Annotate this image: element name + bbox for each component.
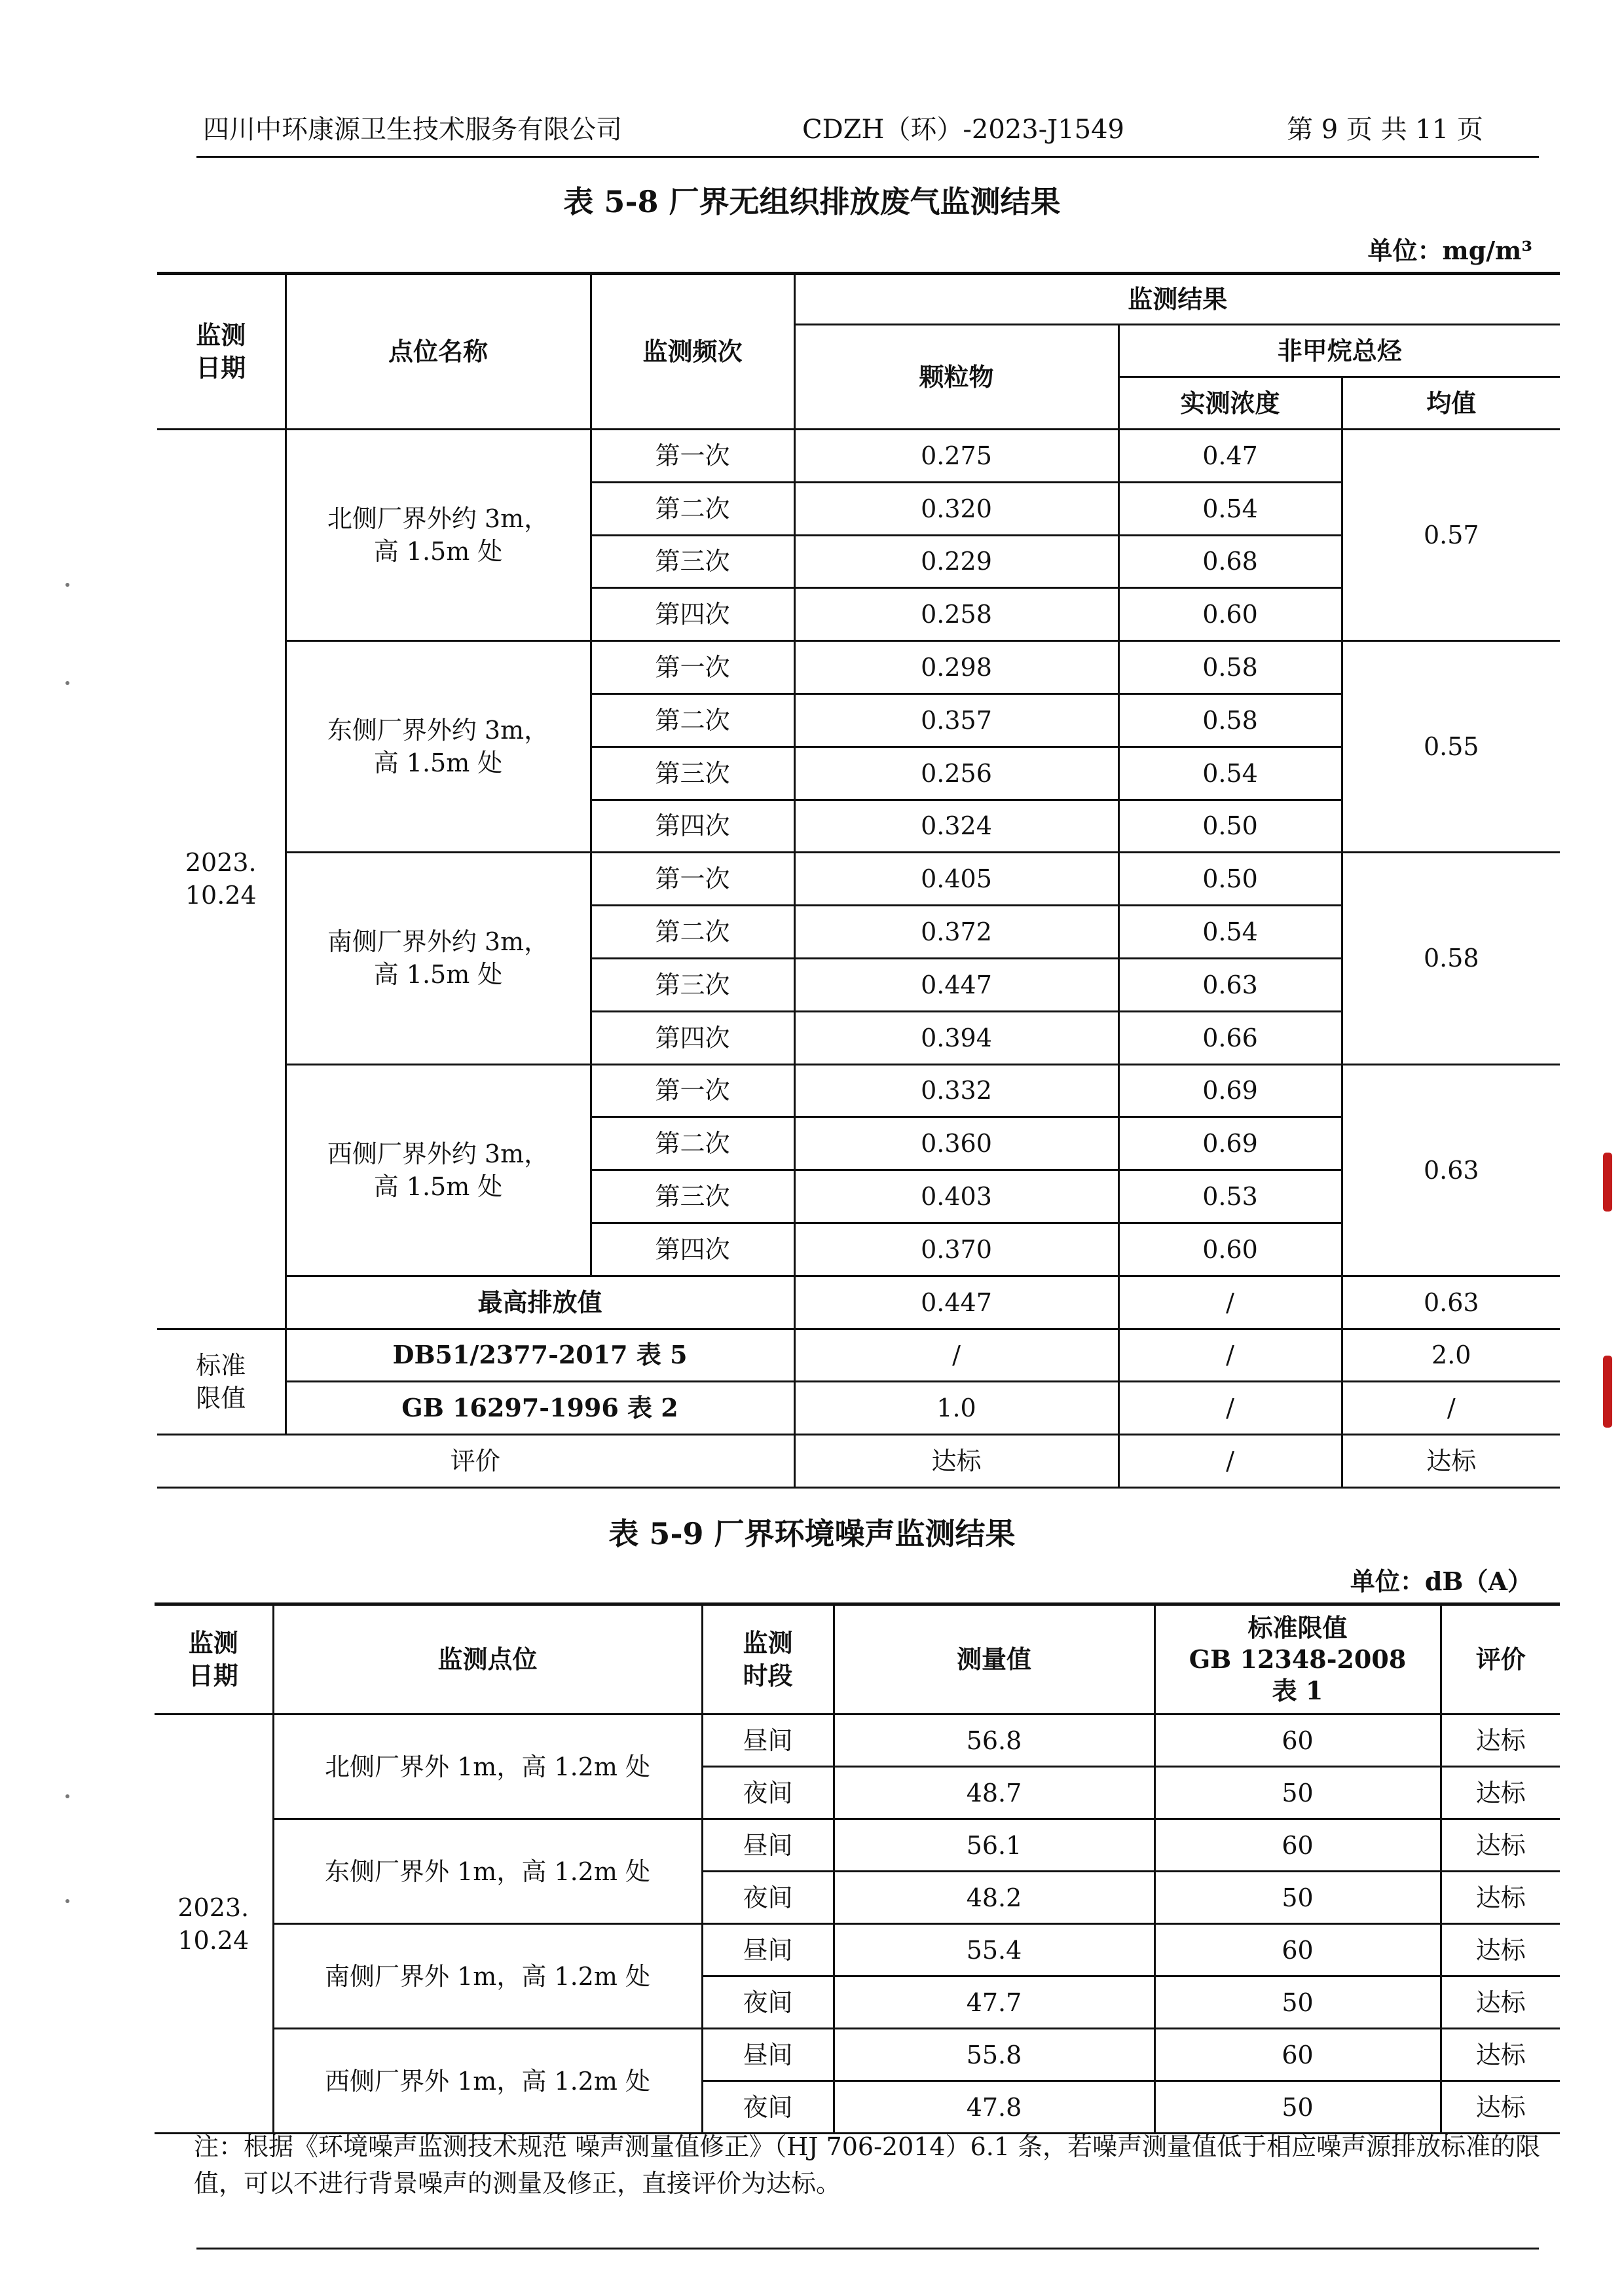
standard-name: DB51/2377-2017 表 5 xyxy=(286,1329,794,1382)
max-emission-label: 最高排放值 xyxy=(286,1276,794,1329)
frequency: 第三次 xyxy=(591,1170,794,1223)
table-5-9-title: 表 5-9 厂界环境噪声监测结果 xyxy=(608,1516,1016,1551)
frequency: 第一次 xyxy=(591,1064,794,1117)
frequency: 第四次 xyxy=(591,1223,794,1276)
monitoring-point: 西侧厂界外 1m，高 1.2m 处 xyxy=(273,2029,702,2134)
header-divider xyxy=(196,156,1539,158)
evaluation: 达标 xyxy=(1441,2029,1560,2081)
particulate-value: 0.298 xyxy=(794,641,1118,694)
nmhc-value: 0.50 xyxy=(1118,853,1342,906)
frequency: 第二次 xyxy=(591,482,794,535)
exhaust-gas-table xyxy=(157,272,1560,1489)
time-period: 昼间 xyxy=(702,1819,834,1872)
limit-value: 60 xyxy=(1154,2029,1441,2081)
frequency: 第四次 xyxy=(591,800,794,853)
limit-nmhc: / xyxy=(1118,1382,1342,1435)
point-name: 西侧厂界外约 3m， 高 1.5m 处 xyxy=(286,1064,591,1276)
monitoring-date: 2023. 10.24 xyxy=(157,430,286,1329)
nmhc-value: 0.47 xyxy=(1118,430,1342,483)
company-name: 四川中环康源卫生技术服务有限公司 xyxy=(203,115,622,145)
particulate-value: 0.357 xyxy=(794,694,1118,747)
limit-nmhc: / xyxy=(1118,1329,1342,1382)
nmhc-value: 0.63 xyxy=(1118,958,1342,1011)
limit-particulate: 1.0 xyxy=(794,1382,1118,1435)
nmhc-value: 0.50 xyxy=(1118,800,1342,853)
time-period: 昼间 xyxy=(702,1714,834,1767)
limit-value: 50 xyxy=(1154,1767,1441,1819)
evaluation-mean: 达标 xyxy=(1342,1435,1560,1488)
particulate-value: 0.258 xyxy=(794,588,1118,641)
evaluation-label: 评价 xyxy=(157,1435,794,1488)
particulate-value: 0.394 xyxy=(794,1011,1118,1064)
limit-value: 60 xyxy=(1154,1714,1441,1767)
particulate-value: 0.256 xyxy=(794,747,1118,800)
evaluation: 达标 xyxy=(1441,2081,1560,2134)
nmhc-value: 0.58 xyxy=(1118,641,1342,694)
measured-value: 56.1 xyxy=(834,1819,1154,1872)
nmhc-value: 0.69 xyxy=(1118,1064,1342,1117)
time-period: 夜间 xyxy=(702,1976,834,2029)
time-period: 夜间 xyxy=(702,1872,834,1924)
measured-value: 47.7 xyxy=(834,1976,1154,2029)
evaluation: 达标 xyxy=(1441,1924,1560,1976)
page-number: 第 9 页 共 11 页 xyxy=(1287,115,1483,145)
limit-value: 50 xyxy=(1154,1872,1441,1924)
nmhc-value: 0.54 xyxy=(1118,482,1342,535)
table-5-8-title: 表 5-8 厂界无组织排放废气监测结果 xyxy=(563,184,1061,219)
table-5-8-unit: 单位：mg/m³ xyxy=(1367,236,1532,265)
standard-name: GB 16297-1996 表 2 xyxy=(286,1382,794,1435)
evaluation: 达标 xyxy=(1441,1714,1560,1767)
table-row xyxy=(157,430,1560,483)
max-mean: 0.63 xyxy=(1342,1276,1560,1329)
limit-value: 60 xyxy=(1154,1819,1441,1872)
col-header-nmhc: 非甲烷总烃 xyxy=(1118,325,1560,377)
frequency: 第一次 xyxy=(591,641,794,694)
col-header-point: 监测点位 xyxy=(273,1604,702,1714)
evaluation: 达标 xyxy=(1441,1976,1560,2029)
table-row xyxy=(157,1064,1560,1117)
nmhc-mean: 0.57 xyxy=(1342,430,1560,641)
nmhc-mean: 0.58 xyxy=(1342,853,1560,1064)
table-row xyxy=(157,1276,1560,1329)
measured-value: 56.8 xyxy=(834,1714,1154,1767)
evaluation: 达标 xyxy=(1441,1872,1560,1924)
col-header-mean: 均值 xyxy=(1342,377,1560,430)
col-header-date: 监测 日期 xyxy=(155,1604,273,1714)
time-period: 昼间 xyxy=(702,1924,834,1976)
col-header-results: 监测结果 xyxy=(794,274,1560,325)
monitoring-point: 北侧厂界外 1m，高 1.2m 处 xyxy=(273,1714,702,1819)
particulate-value: 0.332 xyxy=(794,1064,1118,1117)
limit-value: 60 xyxy=(1154,1924,1441,1976)
frequency: 第四次 xyxy=(591,1011,794,1064)
table-5-9-unit: 单位：dB（A） xyxy=(1350,1566,1532,1596)
frequency: 第二次 xyxy=(591,694,794,747)
particulate-value: 0.320 xyxy=(794,482,1118,535)
nmhc-value: 0.69 xyxy=(1118,1117,1342,1170)
limit-mean: / xyxy=(1342,1382,1560,1435)
seal-edge-mark xyxy=(1603,1153,1612,1212)
frequency: 第二次 xyxy=(591,1117,794,1170)
particulate-value: 0.372 xyxy=(794,906,1118,959)
table-row xyxy=(157,1435,1560,1488)
footer-divider xyxy=(196,2248,1539,2250)
particulate-value: 0.275 xyxy=(794,430,1118,483)
particulate-value: 0.370 xyxy=(794,1223,1118,1276)
table-row xyxy=(157,274,1560,325)
scan-speck xyxy=(65,1794,69,1798)
col-header-evaluation: 评价 xyxy=(1441,1604,1560,1714)
nmhc-value: 0.66 xyxy=(1118,1011,1342,1064)
max-particulate: 0.447 xyxy=(794,1276,1118,1329)
report-number: CDZH（环）-2023-J1549 xyxy=(802,115,1125,145)
nmhc-value: 0.53 xyxy=(1118,1170,1342,1223)
measured-value: 48.7 xyxy=(834,1767,1154,1819)
monitoring-point: 东侧厂界外 1m，高 1.2m 处 xyxy=(273,1819,702,1924)
particulate-value: 0.403 xyxy=(794,1170,1118,1223)
noise-table xyxy=(155,1602,1560,2134)
monitoring-date: 2023. 10.24 xyxy=(155,1714,273,2134)
evaluation: 达标 xyxy=(1441,1767,1560,1819)
col-header-value: 测量值 xyxy=(834,1604,1154,1714)
table-row xyxy=(157,853,1560,906)
limit-mean: 2.0 xyxy=(1342,1329,1560,1382)
particulate-value: 0.405 xyxy=(794,853,1118,906)
scan-speck xyxy=(65,583,69,587)
particulate-value: 0.360 xyxy=(794,1117,1118,1170)
time-period: 夜间 xyxy=(702,1767,834,1819)
measured-value: 55.4 xyxy=(834,1924,1154,1976)
scan-speck xyxy=(65,681,69,685)
frequency: 第三次 xyxy=(591,535,794,588)
evaluation: 达标 xyxy=(1441,1819,1560,1872)
nmhc-mean: 0.55 xyxy=(1342,641,1560,853)
frequency: 第二次 xyxy=(591,906,794,959)
frequency: 第一次 xyxy=(591,853,794,906)
col-header-particulate: 颗粒物 xyxy=(794,325,1118,430)
table-row xyxy=(155,1924,1560,1976)
measured-value: 55.8 xyxy=(834,2029,1154,2081)
col-header-period: 监测 时段 xyxy=(702,1604,834,1714)
point-name: 南侧厂界外约 3m， 高 1.5m 处 xyxy=(286,853,591,1064)
col-header-measured: 实测浓度 xyxy=(1118,377,1342,430)
time-period: 夜间 xyxy=(702,2081,834,2134)
limit-value: 50 xyxy=(1154,2081,1441,2134)
col-header-point: 点位名称 xyxy=(286,274,591,430)
nmhc-value: 0.68 xyxy=(1118,535,1342,588)
particulate-value: 0.447 xyxy=(794,958,1118,1011)
table-row xyxy=(157,641,1560,694)
nmhc-value: 0.60 xyxy=(1118,1223,1342,1276)
nmhc-value: 0.54 xyxy=(1118,747,1342,800)
max-nmhc: / xyxy=(1118,1276,1342,1329)
frequency: 第四次 xyxy=(591,588,794,641)
nmhc-value: 0.60 xyxy=(1118,588,1342,641)
frequency: 第三次 xyxy=(591,958,794,1011)
frequency: 第三次 xyxy=(591,747,794,800)
footnote: 注：根据《环境噪声监测技术规范 噪声测量值修正》（HJ 706-2014）6.1 条，若噪声测量值低于相应噪声源排放标准的限值，可以不进行背景噪声的测量及修正，直接评价为达标。 xyxy=(194,2132,1541,2198)
standard-limit-label: 标准 限值 xyxy=(157,1329,286,1435)
table-row xyxy=(157,1329,1560,1382)
col-header-limit: 标准限值 GB 12348-2008 表 1 xyxy=(1154,1604,1441,1714)
table-row xyxy=(155,1714,1560,1767)
limit-value: 50 xyxy=(1154,1976,1441,2029)
nmhc-value: 0.58 xyxy=(1118,694,1342,747)
table-row xyxy=(155,1604,1560,1714)
nmhc-value: 0.54 xyxy=(1118,906,1342,959)
particulate-value: 0.324 xyxy=(794,800,1118,853)
point-name: 北侧厂界外约 3m， 高 1.5m 处 xyxy=(286,430,591,641)
col-header-frequency: 监测频次 xyxy=(591,274,794,430)
table-row xyxy=(155,2029,1560,2081)
table-row xyxy=(157,1382,1560,1435)
monitoring-point: 南侧厂界外 1m，高 1.2m 处 xyxy=(273,1924,702,2029)
nmhc-mean: 0.63 xyxy=(1342,1064,1560,1276)
scan-speck xyxy=(65,1899,69,1903)
measured-value: 47.8 xyxy=(834,2081,1154,2134)
table-row xyxy=(155,1819,1560,1872)
frequency: 第一次 xyxy=(591,430,794,483)
time-period: 昼间 xyxy=(702,2029,834,2081)
evaluation-nmhc: / xyxy=(1118,1435,1342,1488)
limit-particulate: / xyxy=(794,1329,1118,1382)
measured-value: 48.2 xyxy=(834,1872,1154,1924)
particulate-value: 0.229 xyxy=(794,535,1118,588)
col-header-date: 监测 日期 xyxy=(157,274,286,430)
point-name: 东侧厂界外约 3m， 高 1.5m 处 xyxy=(286,641,591,853)
evaluation-particulate: 达标 xyxy=(794,1435,1118,1488)
seal-edge-mark xyxy=(1603,1356,1612,1428)
